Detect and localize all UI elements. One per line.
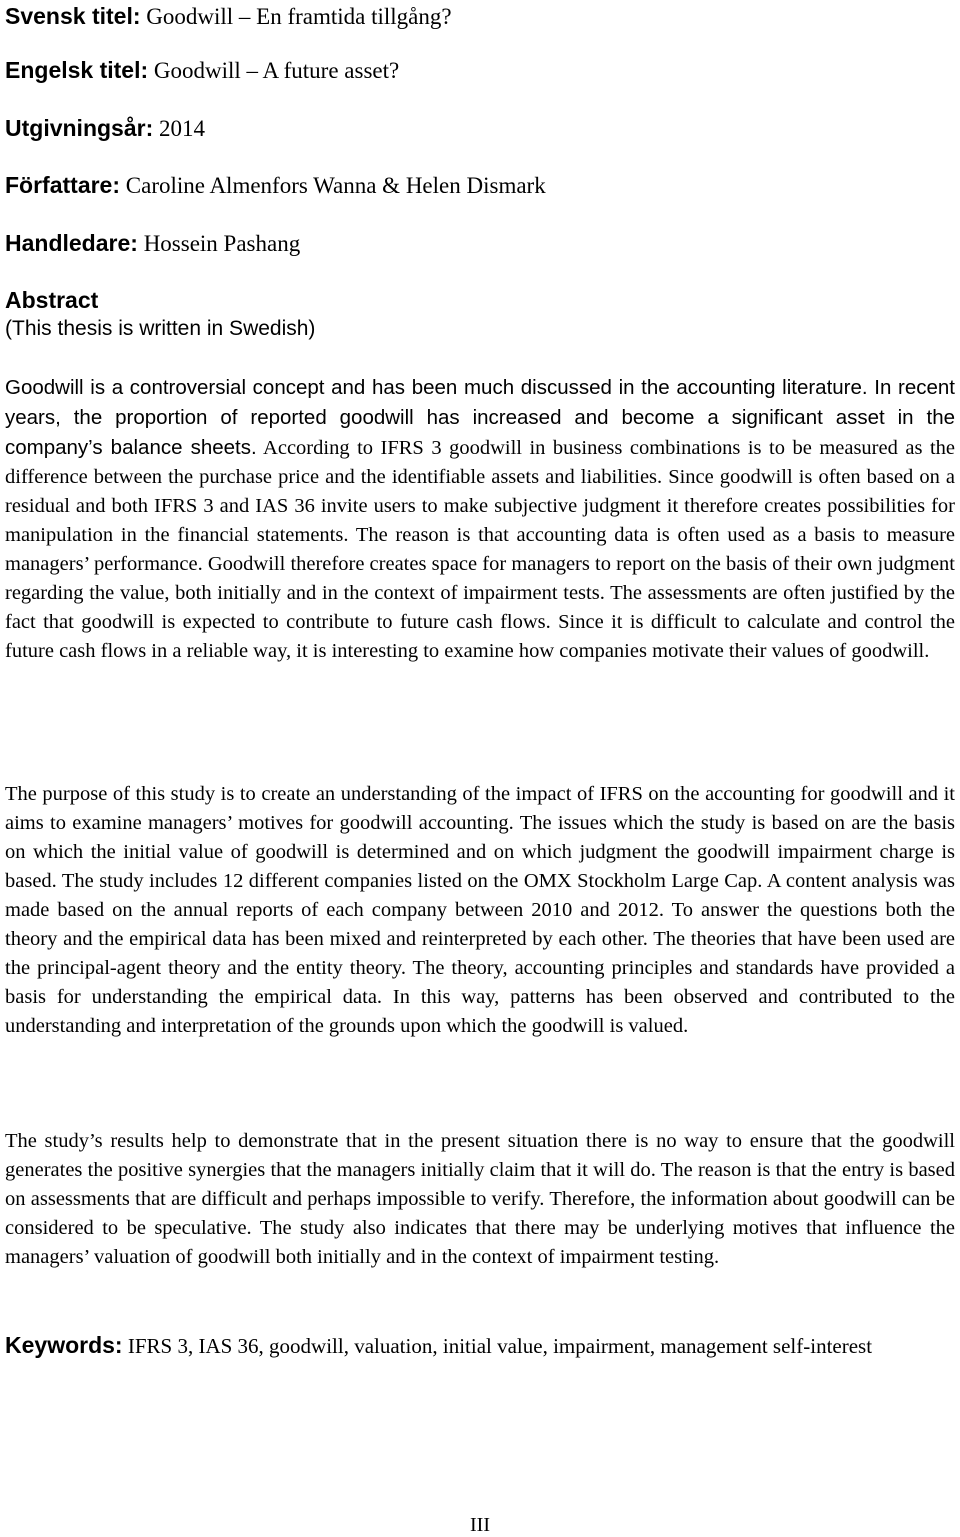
swedish-title-line (5, 2, 452, 31)
english-title-label: Engelsk titel: (5, 57, 149, 83)
abstract-paragraph-3: The study’s results help to demonstrate that in the present situation there is no way to ensure that the goodwill generates the positive synergies that the managers initially claim that it will do. The reason is that the entry is based on assessments that are difficult and perhaps impossible to verify. Therefore, the information about goodwill can be considered to be speculative. The study also indicates that there may be underlying motives that influence the managers’ valuation of goodwill both initially and in the context of impairment testing. (5, 1130, 955, 1268)
english-title-line (5, 56, 399, 85)
paragraph-1-part-2: According to IFRS 3 goodwill in business combinations is to be measured as the difference between the purchase price and the identifiable assets and liabilities. Since goodwill is often based on a residual and both IFRS 3 and IAS 36 invite users to make subjective judgment it therefore creates possibilities for manipulation in the financial statements. The reason is that accounting data is often used as a basis to measure managers’ performance. (5, 437, 955, 575)
paragraph-1-part-3: Goodwill therefore creates space for managers to report on the basis of their own judgment regarding the value, both initially and in the context of impairment tests. The assessments are often justified by the fact that goodwill is expected to contribute to future cash flows. Since it is difficult to calculate and control the future cash flows in a reliable way, it is interesting to examine how companies motivate their values of goodwill. (5, 553, 955, 662)
abstract-language-note: (This thesis is written in Swedish) (5, 317, 316, 340)
keywords (5, 1331, 955, 1361)
year: 2014 (158, 116, 205, 141)
authors: Caroline Almenfors Wanna & Helen Dismark (125, 173, 546, 198)
supervisor-label: Handledare: (5, 230, 138, 256)
authors-line (5, 171, 546, 200)
paragraph-1-part-1: Goodwill is a controversial concept and has been much discussed in the accounting literature. In recent years, the proportion of reported goodwill has increased and become a significant asset in the company’s balance sheets. (5, 376, 955, 459)
keywords-text: IFRS 3, IAS 36, goodwill, valuation, initial value, impairment, management self-interest (127, 1334, 873, 1358)
english-title: Goodwill – A future asset? (153, 58, 400, 83)
swedish-title-label: Svensk titel: (5, 3, 141, 29)
year-label: Utgivningsår: (5, 115, 154, 141)
swedish-title: Goodwill – En framtida tillgång? (146, 4, 452, 29)
keywords-label: Keywords: (5, 1332, 123, 1358)
abstract-heading: Abstract (5, 287, 99, 313)
abstract-paragraph-2: The purpose of this study is to create an understanding of the impact of IFRS on the accounting for goodwill and it aims to examine managers’ motives for goodwill accounting. The issues which the study is based on are the basis on which the initial value of goodwill is determined and on which judgment the goodwill impairment charge is based. The study includes 12 different companies listed on the OMX Stockholm Large Cap. A content analysis was made based on the annual reports of each company between 2010 and 2012. To answer the questions both the theory and the empirical data has been mixed and reinterpreted by each other. The theories that have been used are the principal-agent theory and the entity theory. The theory, accounting principles and standards have provided a basis for understanding the empirical data. In this way, patterns has been observed and contributed to the understanding and interpretation of the grounds upon which the goodwill is valued. (5, 783, 955, 1037)
authors-label: Författare: (5, 172, 121, 198)
abstract-paragraph-1 (5, 373, 955, 666)
supervisor-line (5, 229, 300, 258)
supervisor: Hossein Pashang (143, 231, 301, 256)
page-number: III (470, 1514, 490, 1536)
year-line (5, 114, 205, 143)
